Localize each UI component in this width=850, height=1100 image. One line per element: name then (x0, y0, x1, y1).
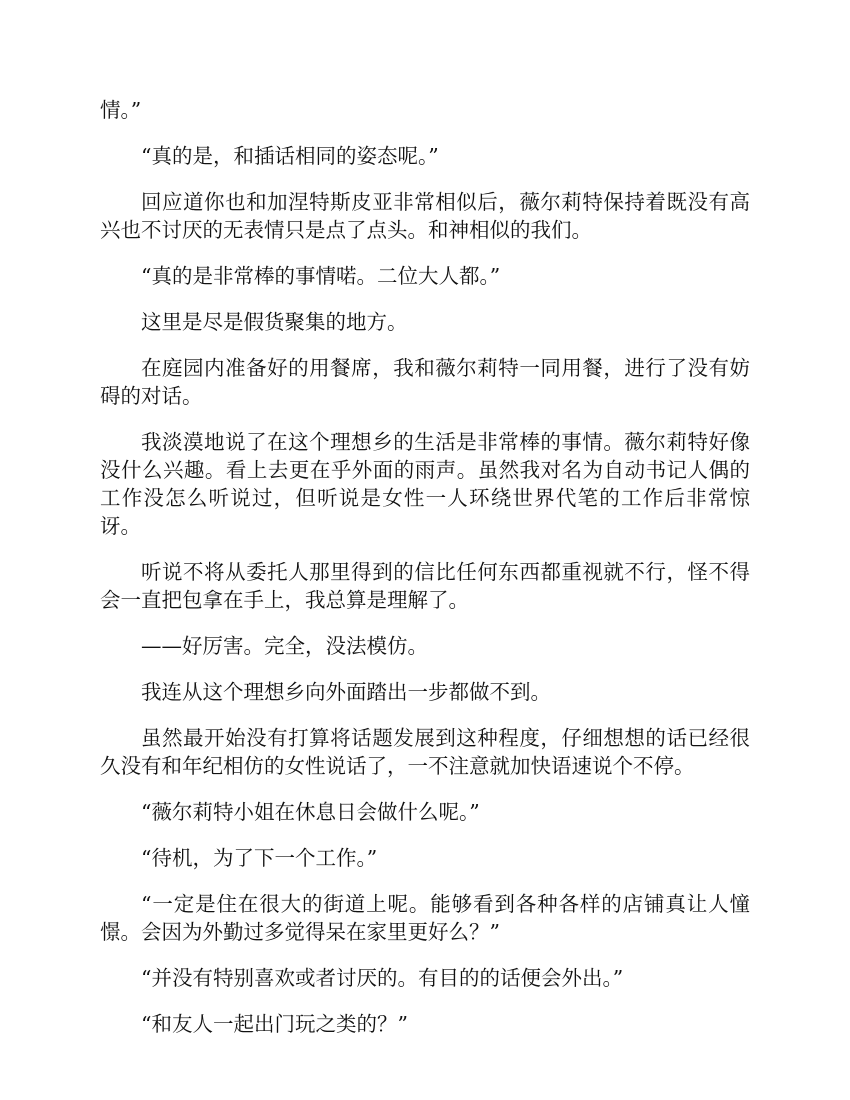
paragraph: “待机，为了下一个工作。” (141, 846, 378, 870)
paragraph: 听说不将从委托人那里得到的信比任何东西都重视就不行，怪不得会一直把包拿在手上，我总算是理解了。 (100, 560, 750, 612)
paragraph: 回应道你也和加涅特斯皮亚非常相似后，薇尔莉特保持着既没有高兴也不讨厌的无表情只是点了点头。和神相似的我们。 (100, 190, 750, 242)
paragraph: 我淡漠地说了在这个理想乡的生活是非常棒的事情。薇尔莉特好像没什么兴趣。看上去更在乎外面的雨声。虽然我对名为自动书记人偶的工作没怎么听说过，但听说是女性一人环绕世界代笔的工作后非常惊讶。 (100, 430, 750, 538)
paragraph: “薇尔莉特小姐在休息日会做什么呢。” (141, 800, 480, 824)
paragraph: “真的是非常棒的事情喏。二位大人都。” (141, 264, 501, 288)
paragraph-continuation: 情。” (100, 98, 142, 122)
document-page (100, 96, 750, 1056)
paragraph: 我连从这个理想乡向外面踏出一步都做不到。 (141, 680, 551, 704)
paragraph: “一定是住在很大的街道上呢。能够看到各种各样的店铺真让人憧憬。会因为外勤过多觉得呆在家里更好么？” (100, 892, 750, 944)
paragraph: “真的是，和插话相同的姿态呢。” (141, 144, 439, 168)
paragraph: “并没有特别喜欢或者讨厌的。有目的的话便会外出。” (141, 966, 624, 990)
paragraph: 这里是尽是假货聚集的地方。 (141, 310, 408, 334)
paragraph: “和友人一起出门玩之类的？” (141, 1012, 408, 1036)
paragraph: ——好厉害。完全，没法模仿。 (141, 634, 428, 658)
paragraph: 在庭园内准备好的用餐席，我和薇尔莉特一同用餐，进行了没有妨碍的对话。 (100, 356, 750, 408)
paragraph: 虽然最开始没有打算将话题发展到这种程度，仔细想想的话已经很久没有和年纪相仿的女性说话了，一不注意就加快语速说个不停。 (100, 726, 750, 778)
